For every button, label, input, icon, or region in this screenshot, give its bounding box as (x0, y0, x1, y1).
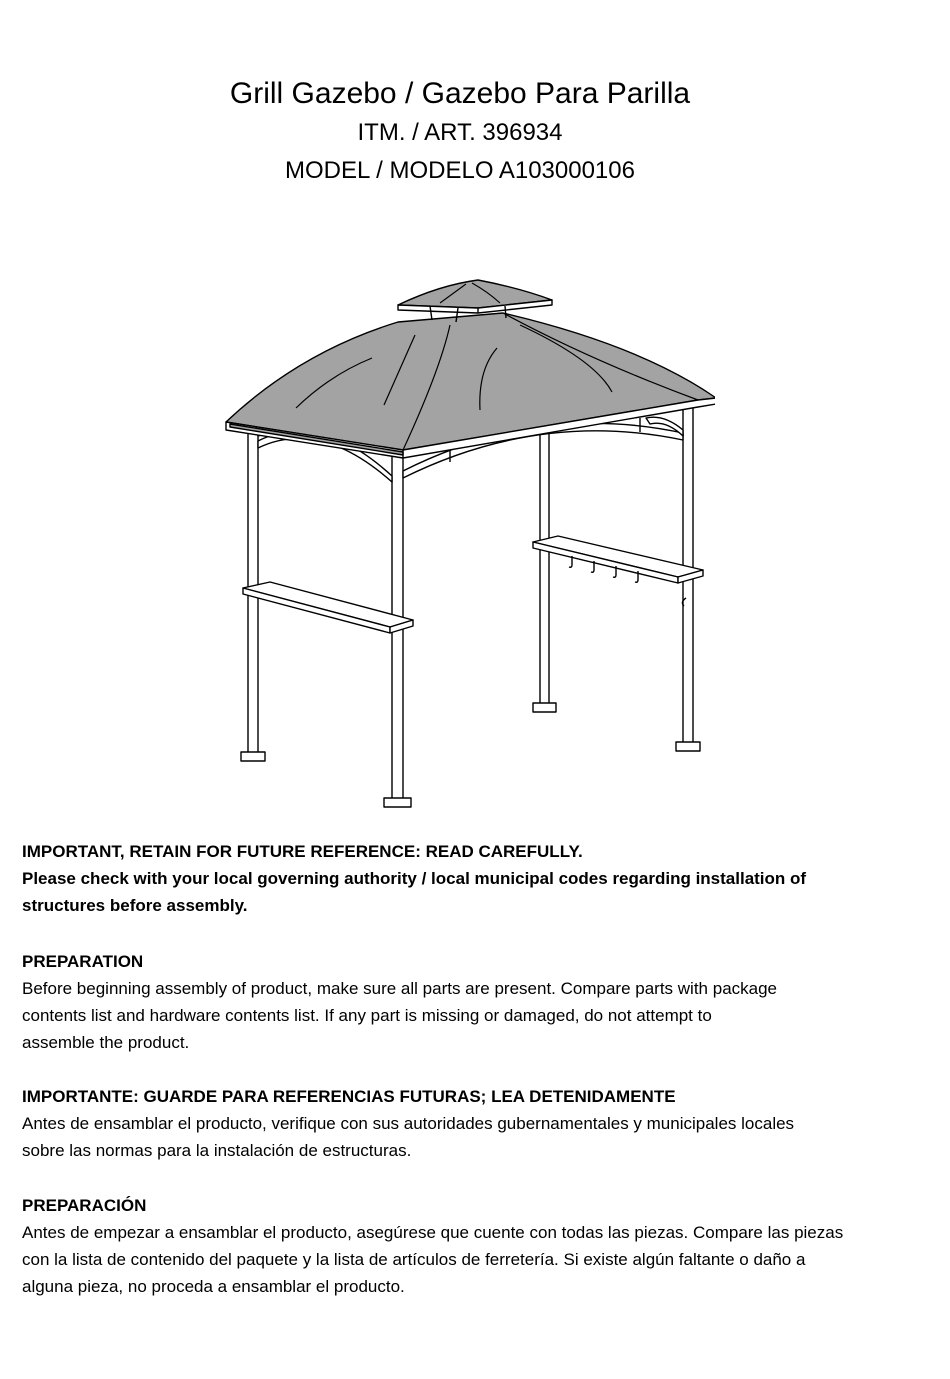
english-preparation-line-3: assemble the product. (22, 1033, 190, 1052)
english-important-line-1: Please check with your local governing authority / local municipal codes regarding installation of (22, 869, 807, 888)
spanish-important-line-2: sobre las normas para la instalación de estructuras. (22, 1141, 412, 1160)
spanish-preparation-line-1: Antes de empezar a ensamblar el producto, asegúrese que cuente con todas las piezas. Compare las piezas (22, 1223, 844, 1242)
spanish-important-section (22, 1083, 929, 1164)
base-plate (384, 798, 411, 807)
post-back-left (540, 425, 549, 705)
document-header (0, 74, 920, 190)
gazebo-illustration (215, 272, 715, 817)
spanish-preparation-line-2: con la lista de contenido del paquete y la lista de artículos de ferretería. Si existe algún faltante o daño a (22, 1250, 806, 1269)
english-preparation-line-2: contents list and hardware contents list. If any part is missing or damaged, do not attempt to (22, 1006, 712, 1025)
spanish-preparation-line-3: alguna pieza, no proceda a ensamblar el producto. (22, 1277, 405, 1296)
english-preparation-heading: PREPARATION (22, 952, 144, 971)
document-title: Grill Gazebo / Gazebo Para Parilla (229, 77, 691, 110)
english-important-line-2: structures before assembly. (22, 896, 248, 915)
base-plate (676, 742, 700, 751)
spanish-important-line-1: Antes de ensamblar el producto, verifique con sus autoridades gubernamentales y municipales locales (22, 1114, 795, 1133)
base-plate (241, 752, 265, 761)
model-number: MODEL / MODELO A103000106 (285, 157, 635, 184)
spanish-preparation-heading: PREPARACIÓN (22, 1196, 147, 1215)
english-preparation-line-1: Before beginning assembly of product, make sure all parts are present. Compare parts with package (22, 979, 778, 998)
english-preparation-section (22, 948, 929, 1056)
shelf-right (533, 536, 703, 577)
spanish-preparation-section (22, 1192, 929, 1300)
base-plate (533, 703, 556, 712)
english-important-section (22, 838, 929, 919)
spanish-important-heading: IMPORTANTE: GUARDE PARA REFERENCIAS FUTURAS; LEA DETENIDAMENTE (22, 1087, 676, 1106)
english-important-heading: IMPORTANT, RETAIN FOR FUTURE REFERENCE: READ CAREFULLY. (22, 842, 583, 861)
item-number: ITM. / ART. 396934 (357, 119, 563, 146)
shelf-left (243, 582, 413, 627)
